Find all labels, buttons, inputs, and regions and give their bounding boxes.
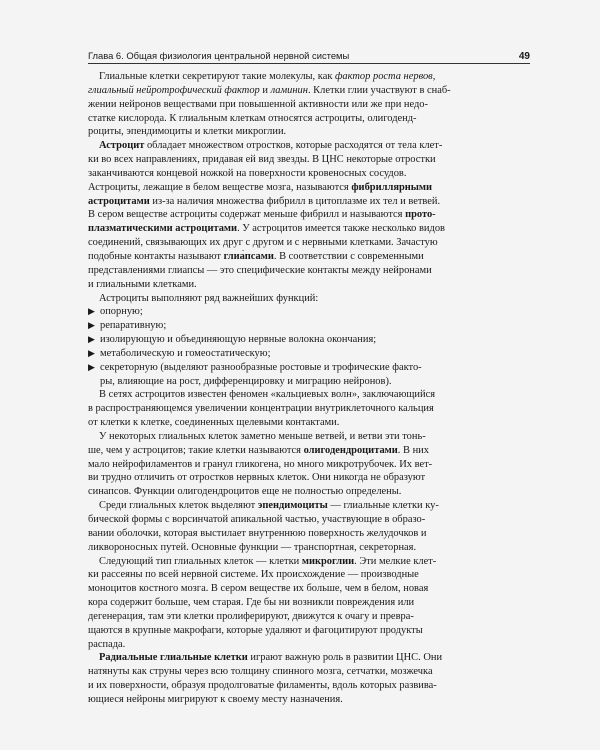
text-line: статке кислорода. К глиальным клеткам относятся астроциты, олигоденд- [88, 112, 417, 124]
paragraph-radial-glia [88, 651, 530, 706]
text-line: распада. [88, 638, 126, 650]
text-line: щаются в крупные макрофаги, которые удаляют и фагоцитируют продукты [88, 624, 423, 636]
list-item: ▶ опорную; [88, 306, 143, 318]
list-item: ▶ секреторную (выделяют разнообразные ростовые и трофические факто- [88, 361, 422, 373]
text-line: заканчиваются концевой ножкой на поверхности кровеносных сосудов. [88, 167, 407, 179]
text-line: натянуты как струны через всю толщину спинного мозга, сетчатки, мозжечка [88, 666, 433, 678]
text-line: ющиеся нейроны мигрируют к своему месту назначения. [88, 693, 343, 705]
text-line: вании оболочки, которая выстилает внутреннюю поверхность желудочков и [88, 527, 427, 539]
header-divider [88, 63, 530, 64]
text-line: Астроцит обладает множеством отростков, которые расходятся от тела клет- [99, 140, 443, 152]
list-item: ▶ метаболическую и гомеостатическую; [88, 347, 271, 359]
text-line: астроцитами из-за наличия множества фибрилл в цитоплазме их тел и ветвей. [88, 195, 441, 207]
text-line: мало нейрофиламентов и гранул гликогена, но много микротрубочек. Их вет- [88, 458, 433, 470]
paragraph-oligodendrocytes [88, 430, 530, 499]
running-header [88, 50, 530, 62]
text-line: В сером веществе астроциты содержат меньше фибрилл и называются прото- [88, 209, 436, 221]
body-text [88, 70, 530, 707]
text-line: ликвороносных путей. Основные функции — транспортная, секреторная. [88, 541, 417, 553]
bullet-icon: ▶ [88, 347, 95, 358]
bullet-icon: ▶ [88, 361, 95, 372]
text-line: моноцитов костного мозга. В сером веществе их больше, чем в белом, новая [88, 583, 429, 595]
text-line: В сетях астроцитов известен феномен «кальциевых волн», заключающийся [99, 389, 436, 401]
text-line: У некоторых глиальных клеток заметно меньше ветвей, и ветви эти тонь- [99, 430, 426, 442]
text-line: плазматическими астроцитами. У астроцитов имеется также несколько видов [88, 223, 445, 235]
text-line: Следующий тип глиальных клеток — клетки микроглии. Эти мелкие клет- [99, 555, 437, 567]
chapter-title: Глава 6. Общая физиология центральной нервной системы [88, 50, 350, 61]
text-line: представлениями глиапсы — это специфические контакты между нейронами [88, 264, 432, 276]
text-line: подобные контакты называют глиа́псами. В соответствии с современными [88, 250, 424, 262]
bullet-icon: ▶ [88, 320, 95, 331]
list-item: ▶ изолирующую и объединяющую нервные волокна окончания; [88, 334, 377, 346]
text-line: дегенерация, там эти клетки пролиферируют, движутся к очагу и превра- [88, 610, 414, 622]
bullet-icon: ▶ [88, 306, 95, 317]
astrocyte-functions [88, 292, 530, 389]
bullet-icon: ▶ [88, 334, 95, 345]
text-line: от клетки к клетке, соединенных щелевыми контактами. [88, 417, 340, 429]
paragraph-ependymocytes [88, 499, 530, 554]
paragraph-astrocyte [88, 139, 530, 291]
list-item: ▶ репаративную; [88, 320, 167, 332]
text-line: роциты, эпендимоциты и клетки микроглии. [88, 126, 287, 138]
list-item-continuation: ры, влияющие на рост, дифференцировку и миграцию нейронов). [100, 375, 392, 387]
text-line: Среди глиальных клеток выделяют эпендимоциты — глиальные клетки ку- [99, 500, 439, 512]
text-line: глиальный нейротрофический фактор и ламинин. Клетки глии участвуют в снаб- [88, 84, 451, 96]
text-line: соединений, связывающих их друг с другом и с нервными клетками. Зачастую [88, 237, 438, 249]
text-line: Глиальные клетки секретируют такие молекулы, как фактор роста нервов, [99, 71, 436, 82]
text-line: ки рассеяны по всей нервной системе. Их происхождение — производные [88, 569, 419, 581]
paragraph-microglia [88, 555, 530, 652]
text-line: ше, чем у астроцитов; такие клетки называются олигодендроцитами. В них [88, 444, 429, 456]
text-line: в распространяющемся увеличении концентрации внутриклеточного кальция [88, 403, 434, 415]
text-line: синапсов. Функции олигодендроцитов еще не полностью определены. [88, 486, 402, 498]
term-astrocyte: Астроцит [99, 140, 145, 152]
paragraph-calcium-waves [88, 388, 530, 430]
text-line: кора содержит больше, чем старая. Где бы ни возникли повреждения или [88, 597, 415, 609]
text-line: Астроциты, лежащие в белом веществе мозга, называются фибриллярными [88, 181, 433, 193]
text-line: и глиальными клетками. [88, 278, 197, 290]
text-line: бической формы с ворсинчатой апикальной частью, участвующие в образо- [88, 514, 426, 525]
text-line: ки во всех направлениях, придавая ей вид звезды. В ЦНС некоторые отростки [88, 154, 436, 166]
list-intro: Астроциты выполняют ряд важнейших функций: [99, 292, 319, 304]
text-line: ви трудно отличить от отростков нервных клеток. Они никогда не образуют [88, 472, 426, 484]
page-number: 49 [518, 51, 530, 62]
text-line: жении нейронов веществами при повышенной активности или же при недо- [88, 98, 428, 110]
text-line: и их поверхности, образуя продолговатые филаменты, вдоль которых развива- [88, 680, 437, 692]
text-line: Радиальные глиальные клетки играют важную роль в развитии ЦНС. Они [99, 652, 443, 664]
paragraph-glial-secretion [88, 70, 530, 139]
